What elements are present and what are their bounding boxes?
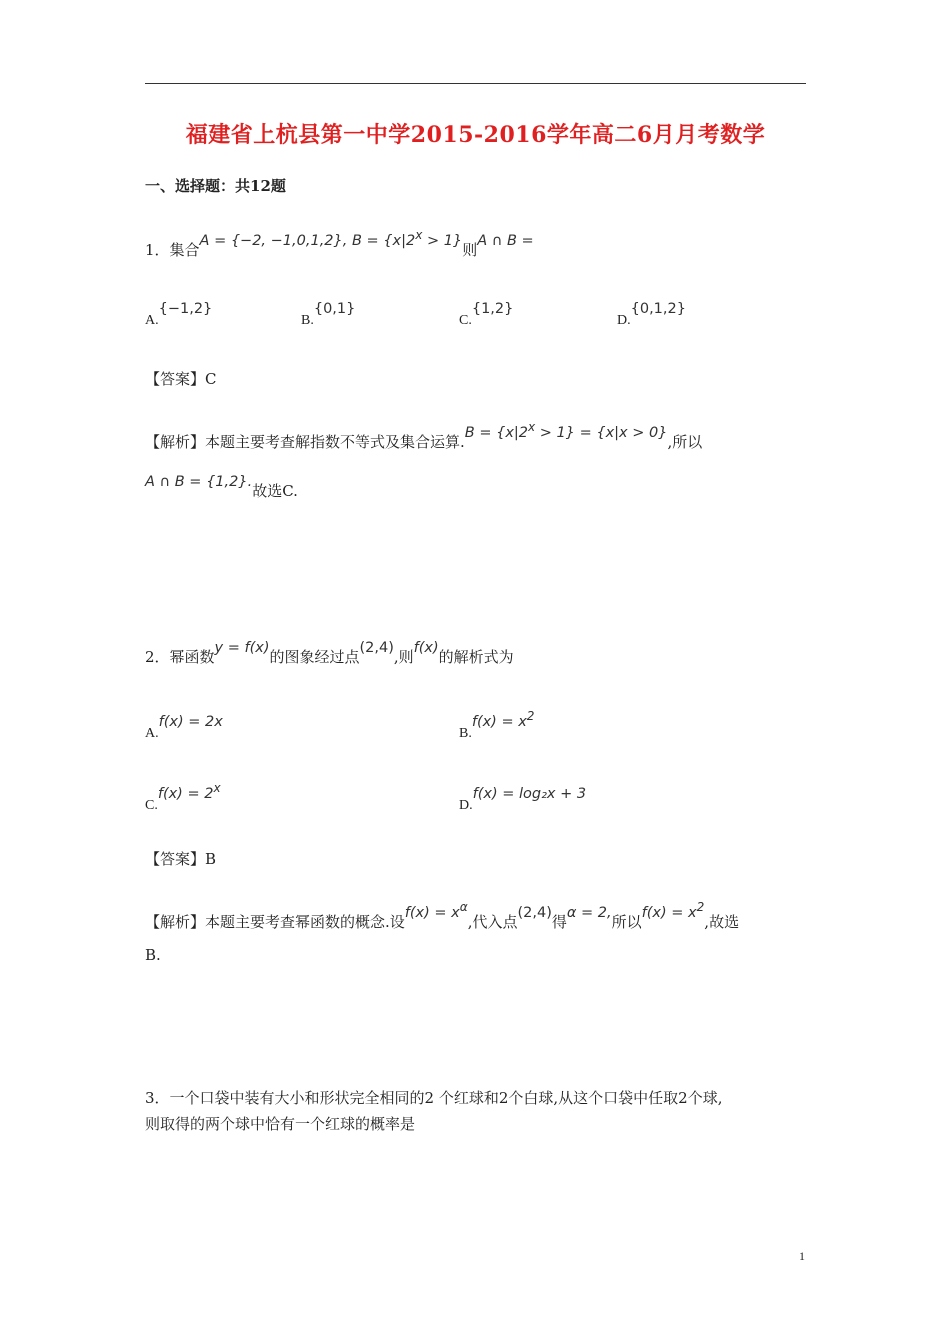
option-math: {−1,2} bbox=[158, 301, 213, 317]
q2-fx-math: f(x) bbox=[413, 640, 439, 656]
math-part: B = {x|2 bbox=[464, 424, 529, 441]
q2-text1: 的图象经过点 bbox=[269, 648, 360, 666]
q1-expl-prefix: 【解析】本题主要考查解指数不等式及集合运算. bbox=[145, 432, 465, 451]
option-math bbox=[157, 781, 221, 802]
option-label: D. bbox=[459, 797, 473, 813]
math-part: > 1} = {x|x > 0} bbox=[535, 424, 668, 441]
page-title: 福建省上杭县第一中学2015-2016学年高二6月月考数学 bbox=[185, 122, 766, 148]
q1-expl-math1 bbox=[464, 420, 668, 441]
q2-option-a[interactable] bbox=[145, 713, 223, 742]
q1-set-a: A = {−2, −1,0,1,2}, B = {x|2 bbox=[199, 232, 416, 249]
q1-explanation-line2 bbox=[145, 474, 298, 501]
q2-explanation-line2: B. bbox=[145, 946, 161, 964]
option-label: C. bbox=[459, 313, 472, 328]
q1-then: 则 bbox=[462, 240, 478, 259]
math-part: f(x) = x bbox=[471, 713, 527, 730]
q2-expl-m2: (2,4) bbox=[517, 904, 552, 921]
q2-expl-m1 bbox=[404, 900, 468, 921]
q1-option-d[interactable] bbox=[617, 301, 686, 329]
option-math: {0,1} bbox=[313, 301, 356, 317]
q1-set-tail: > 1} bbox=[422, 232, 463, 249]
q1-prefix: 1．集合 bbox=[145, 240, 200, 259]
q3-stem-line1: 3．一个口袋中装有大小和形状完全相同的2 个红球和2个白球,从这个口袋中任取2个球, bbox=[145, 1089, 723, 1107]
q1-answer: 【答案】C bbox=[145, 370, 217, 388]
q2-expl-t4: ,故选 bbox=[704, 912, 740, 931]
q1-expl-math2: A ∩ B = {1,2}. bbox=[145, 474, 253, 490]
q2-expl-prefix: 【解析】本题主要考查幂函数的概念.设 bbox=[145, 912, 405, 931]
option-label: B. bbox=[459, 725, 472, 741]
math-sup: 2 bbox=[526, 709, 535, 723]
q2-option-d[interactable] bbox=[459, 785, 587, 814]
math-sup: x bbox=[528, 420, 536, 434]
q2-option-b[interactable] bbox=[459, 709, 535, 742]
q1-option-b[interactable] bbox=[301, 301, 356, 329]
math-part: f(x) = 2 bbox=[157, 785, 214, 802]
q2-expl-t2: 得 bbox=[551, 912, 567, 931]
option-label: A. bbox=[145, 313, 159, 328]
math-part: f(x) = x bbox=[404, 904, 460, 921]
q2-point-math: (2,4) bbox=[359, 640, 394, 656]
q2-answer: 【答案】B bbox=[145, 850, 217, 868]
q2-expl-m3: α = 2, bbox=[566, 904, 612, 921]
q2-expl-t3: 所以 bbox=[611, 912, 642, 931]
q2-prefix: 2．幂函数 bbox=[145, 648, 215, 666]
q1-expl-mid: ,所以 bbox=[667, 432, 703, 451]
header-rule bbox=[145, 83, 806, 84]
q1-set-sup: x bbox=[415, 228, 423, 242]
option-label: D. bbox=[617, 313, 631, 328]
q1-expl-end: 故选C. bbox=[252, 482, 298, 500]
q2-stem bbox=[145, 640, 514, 667]
q3-stem-line2: 则取得的两个球中恰有一个红球的概率是 bbox=[145, 1115, 416, 1133]
page-number: 1 bbox=[799, 1249, 805, 1263]
q2-explanation-line1 bbox=[145, 900, 740, 932]
option-math: {0,1,2} bbox=[630, 301, 686, 317]
option-math bbox=[471, 709, 535, 730]
math-part: f(x) = log₂x + 3 bbox=[472, 785, 587, 802]
q1-explanation-line1 bbox=[145, 420, 703, 452]
math-sup: 2 bbox=[696, 900, 705, 914]
q1-stem bbox=[145, 228, 534, 260]
q1-ask-math: A ∩ B = bbox=[477, 232, 534, 249]
q1-set-math bbox=[199, 228, 463, 249]
math-sup: α bbox=[459, 900, 468, 914]
option-math bbox=[473, 786, 586, 802]
option-label: C. bbox=[145, 797, 158, 813]
q1-option-c[interactable] bbox=[459, 301, 514, 329]
option-math: {1,2} bbox=[471, 301, 514, 317]
q2-fn-math: y = f(x) bbox=[214, 640, 270, 656]
section-heading: 一、选择题：共12题 bbox=[145, 177, 286, 195]
option-label: A. bbox=[145, 725, 159, 741]
math-part: f(x) = 2x bbox=[158, 713, 223, 730]
math-sup: x bbox=[213, 781, 221, 795]
q2-expl-t1: ,代入点 bbox=[467, 912, 518, 931]
q2-expl-m4 bbox=[641, 900, 705, 921]
q2-option-c[interactable] bbox=[145, 781, 221, 814]
q2-text3: 的解析式为 bbox=[438, 648, 514, 666]
option-label: B. bbox=[301, 313, 314, 328]
q2-text2: ,则 bbox=[393, 648, 414, 666]
math-part: f(x) = x bbox=[641, 904, 697, 921]
q1-option-a[interactable] bbox=[145, 301, 213, 329]
option-math bbox=[159, 714, 223, 730]
